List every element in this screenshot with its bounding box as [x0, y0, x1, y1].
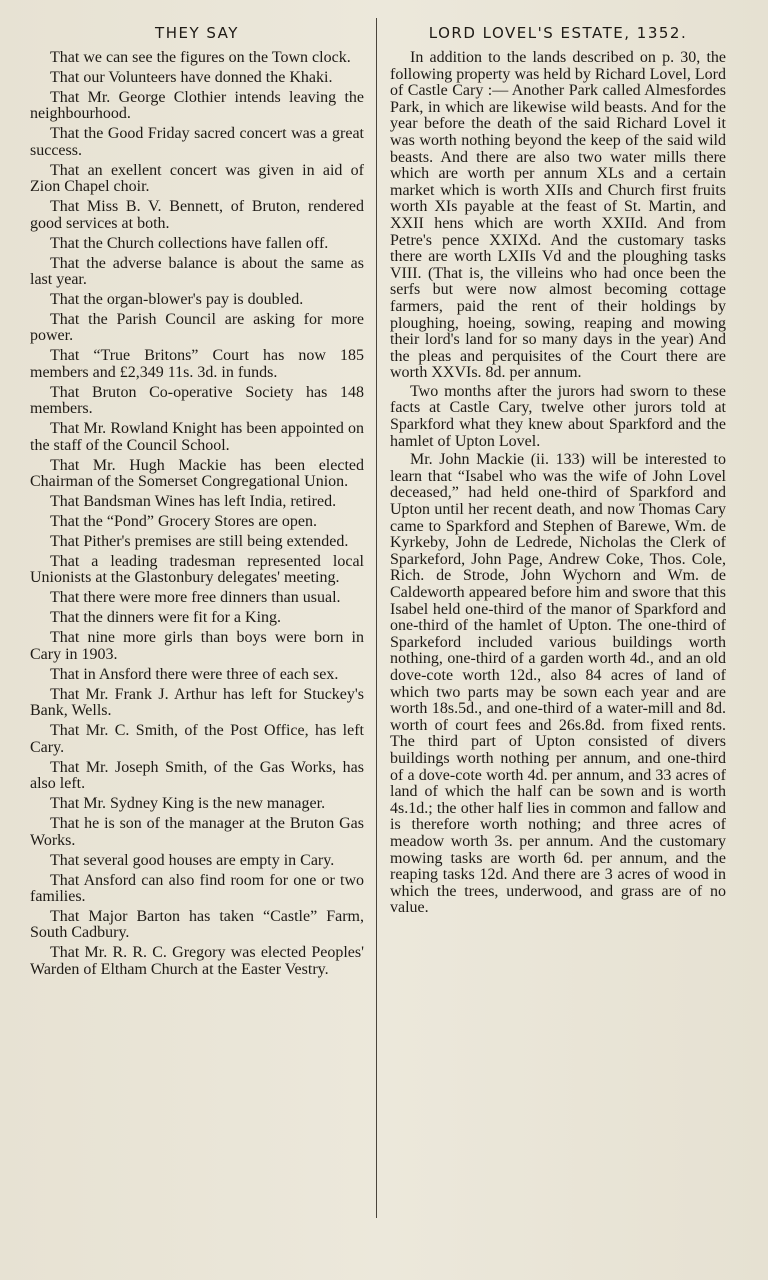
list-item: That Mr. George Clothier intends leaving the neighbourhood. — [30, 89, 364, 123]
list-item: That a leading tradesman represented local Unionists at the Glastonbury delegates' meeting. — [30, 553, 364, 587]
list-item: That we can see the figures on the Town clock. — [50, 49, 351, 66]
list-item: That Mr. Sydney King is the new manager. — [50, 795, 326, 813]
list-item: That Mr. Hugh Mackie has been elected Chairman of the Somerset Congregational Union. — [30, 456, 364, 491]
list-item: That Mr. C. Smith, of the Post Office, has left Cary. — [30, 722, 364, 756]
list-item: That the Good Friday sacred concert was a great success. — [30, 125, 364, 159]
list-item: That our Volunteers have donned the Khaki. — [50, 69, 333, 86]
list-item: That Mr. R. R. C. Gregory was elected Peoples' Warden of Eltham Church at the Easter Vestry. — [30, 944, 364, 978]
list-item: That the dinners were fit for a King. — [50, 609, 282, 627]
list-item: That nine more girls than boys were born in Cary in 1903. — [30, 629, 364, 663]
list-item: That Miss B. V. Bennett, of Bruton, rendered good services at both. — [30, 198, 364, 232]
column-divider — [376, 18, 377, 1218]
list-item: That the organ-blower's pay is doubled. — [50, 291, 304, 309]
list-item: That Mr. Joseph Smith, of the Gas Works, has also left. — [30, 758, 364, 793]
list-item: That Bruton Co-operative Society has 148 members. — [30, 383, 364, 418]
estate-column — [390, 20, 726, 919]
list-item: That several good houses are empty in Cary. — [50, 851, 335, 869]
estate-heading: LORD LOVEL'S ESTATE, 1352. — [428, 24, 688, 42]
list-item: That Major Barton has taken “Castle” Farm, South Cadbury. — [30, 907, 364, 942]
list-item: That the adverse balance is about the same as last year. — [30, 254, 364, 289]
list-item: That the Church collections have fallen off. — [50, 234, 329, 252]
list-item: That Bandsman Wines has left India, retired. — [50, 493, 337, 511]
list-item: That Pither's premises are still being extended. — [50, 533, 349, 551]
estate-paragraph: Two months after the jurors had sworn to these facts at Castle Cary, twelve other jurors told at Sparkford what they knew about Sparkford and the hamlet of Upton Lovel. — [390, 382, 726, 450]
estate-paragraph: In addition to the lands described on p. 30, the following property was held by Richard Lovel, Lord of Castle Cary :— Another Park called Almesfordes Park, in which are likewise wild beasts. And for the year before the death of the said Richard Lovel it was worth nothing beyond the keep of the said wild beasts. And there are also two water mills there which are worth per annum XLs and a certain market which is worth XIIs and Church first fruits worth XIs payable at the feast of St. Martin, and XXII hens which are worth XXIId. And from Petre's pence XXIXd. And the customary tasks there are worth LXIIs Vd and the ploughing tasks VIII. (That is, the villeins who had once been the serfs but were now almost becoming cottage farmers, paid the rent of their holdings by ploughing, hoeing, sowing, reaping and mowing their lord's land for so many days in the year) And the pleas and perquisites of the Court there are worth XXVIs. 8d. per annum. — [390, 49, 726, 382]
list-item: That he is son of the manager at the Bruton Gas Works. — [30, 815, 364, 849]
list-item: That an exellent concert was given in aid of Zion Chapel choir. — [30, 161, 364, 196]
estate-paragraph: Mr. John Mackie (ii. 133) will be interested to learn that “Isabel who was the wife of John Lovel deceased,” had held one-third of Sparkford and Upton until her recent death, and now Thomas Cary came to Sparkford and Stephen of Barewe, Wm. de Kyrkeby, John de Ledrede, Nicholas the Clerk of Sparkeford, John Page, Andrew Coke, Thos. Cole, Rich. de Strode, John Wychorn and Wm. de Caldeworth appeared before him and swore that this Isabel held one-third of the manor of Sparkford and one-third of the hamlet of Upton. The one-third of Sparkeford included various buildings worth nothing, one-third of a garden worth 4d., and an old dove-cote worth 12d., also 84 acres of land of which two parts may be sown each year and are worth 18s.5d., and one-third of a water-mill and 8d. worth of court fees and 26s.8d. from fixed rents. The third part of Upton consisted of divers buildings worth nothing per annum, and one-third of a dove-cote worth 4d. per annum, and 33 acres of land of which the half can be sown and is worth 4s.1d.; the other half lies in common and fallow and is therefore worth nothing; and three acres of meadow worth 3s. per annum. And the customary mowing tasks are worth 6d. per annum, and the reaping tasks 12d. And there are 3 acres of wood in which the trees, underwood, and grass are of no value. — [390, 451, 726, 917]
list-item: That there were more free dinners than usual. — [50, 589, 341, 607]
list-item: That the Parish Council are asking for more power. — [30, 311, 364, 345]
list-item: That Mr. Frank J. Arthur has left for Stuckey's Bank, Wells. — [30, 685, 364, 720]
they-say-heading: THEY SAY — [155, 24, 239, 42]
they-say-list — [30, 50, 364, 978]
they-say-column — [30, 20, 364, 982]
list-item: That the “Pond” Grocery Stores are open. — [50, 513, 318, 531]
list-item: That “True Britons” Court has now 185 members and £2,349 11s. 3d. in funds. — [30, 347, 364, 381]
list-item: That Ansford can also find room for one or two families. — [30, 871, 364, 905]
list-item: That in Ansford there were three of each sex. — [50, 665, 339, 683]
list-item: That Mr. Rowland Knight has been appointed on the staff of the Council School. — [30, 420, 364, 454]
